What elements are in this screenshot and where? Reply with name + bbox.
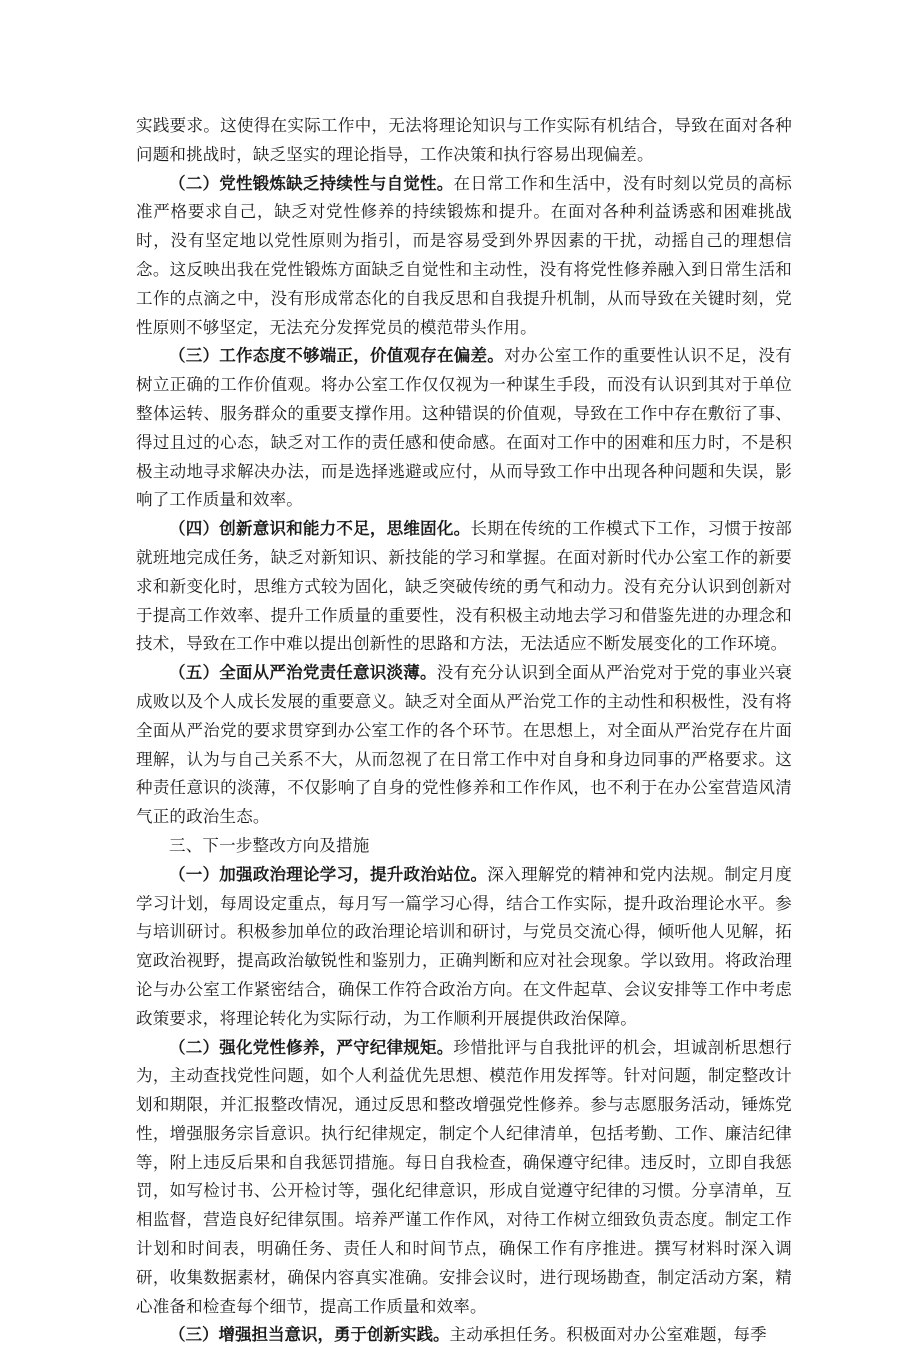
- problem-paragraph-3: [136, 342, 792, 515]
- measure-paragraph-2: [136, 1034, 792, 1322]
- measure-paragraph-3: [136, 1321, 792, 1350]
- measure-body-3: 主动承担任务。积极面对办公室难题，每季: [449, 1325, 767, 1345]
- measure-paragraph-1: [136, 861, 792, 1034]
- section-heading: 三、下一步整改方向及措施: [169, 835, 370, 855]
- problem-body-5: 没有充分认识到全面从严治党对于党的事业兴衰成败以及个人成长发展的重要意义。缺乏对全面从严治党工作的主动性和积极性，没有将全面从严治党的要求贯穿到办公室工作的各个环节。在思想上，对全面从严治党存在片面理解，认为与自己关系不大，从而忽视了在日常工作中对自身和身边同事的严格要求。这种责任意识的淡薄，不仅影响了自身的党性修养和工作作风，也不利于在办公室营造风清气正的政治生态。: [136, 663, 792, 827]
- problem-body-2: 在日常工作和生活中，没有时刻以党员的高标准严格要求自己，缺乏对党性修养的持续锻炼和提升。在面对各种利益诱惑和困难挑战时，没有坚定地以党性原则为指引，而是容易受到外界因素的干扰，动摇自己的理想信念。这反映出我在党性锻炼方面缺乏自觉性和主动性，没有将党性修养融入到日常生活和工作的点滴之中，没有形成常态化的自我反思和自我提升机制，从而导致在关键时刻，党性原则不够坚定，无法充分发挥党员的模范带头作用。: [136, 173, 793, 337]
- measure-body-2: 珍惜批评与自我批评的机会，坦诚剖析思想行为，主动查找党性问题，如个人利益优先思想、模范作用发挥等。针对问题，制定整改计划和期限，并汇报整改情况，通过反思和整改增强党性修养。参与志愿服务活动，锤炼党性，增强服务宗旨意识。执行纪律规定，制定个人纪律清单，包括考勤、工作、廉洁纪律等，附上违反后果和自我惩罚措施。每日自我检查，确保遵守纪律。违反时，立即自我惩罚，如写检讨书、公开检讨等，强化纪律意识，形成自觉遵守纪律的习惯。分享清单，互相监督，营造良好纪律氛围。培养严谨工作作风，对待工作树立细致负责态度。制定工作计划和时间表，明确任务、责任人和时间节点，确保工作有序推进。撰写材料时深入调研，收集数据素材，确保内容真实准确。安排会议时，进行现场勘查，制定活动方案，精心准备和检查每个细节，提高工作质量和效率。: [136, 1037, 793, 1316]
- problem-title-5: （五）全面从严治党责任意识淡薄。: [169, 663, 437, 683]
- problem-body-3: 对办公室工作的重要性认识不足，没有树立正确的工作价值观。将办公室工作仅仅视为一种谋生手段，而没有认识到其对于单位整体运转、服务群众的重要支撑作用。这种错误的价值观，导致在工作中存在敷衍了事、得过且过的心态，缺乏对工作的责任感和使命感。在面对工作中的困难和压力时，不是积极主动地寻求解决办法，而是选择逃避或应付，从而导致工作中出现各种问题和失误，影响了工作质量和效率。: [136, 346, 793, 510]
- problem-title-3: （三）工作态度不够端正，价值观存在偏差。: [169, 346, 505, 366]
- problem-paragraph-5: [136, 659, 792, 832]
- problem-title-2: （二）党性锻炼缺乏持续性与自觉性。: [169, 173, 454, 193]
- measure-title-3: （三）增强担当意识，勇于创新实践。: [169, 1325, 450, 1345]
- opening-paragraph-text: 实践要求。这使得在实际工作中，无法将理论知识与工作实际有机结合，导致在面对各种问题和挑战时，缺乏坚实的理论指导，工作决策和执行容易出现偏差。: [136, 116, 792, 164]
- measure-body-1: 深入理解党的精神和党内法规。制定月度学习计划，每周设定重点，每月写一篇学习心得，结合工作实际，提升政治理论水平。参与培训研讨。积极参加单位的政治理论培训和研讨，与党员交流心得，倾听他人见解，拓宽政治视野，提高政治敏锐性和鉴别力，正确判断和应对社会现象。学以致用。将政治理论与办公室工作紧密结合，确保工作符合政治方向。在文件起草、会议安排等工作中考虑政策要求，将理论转化为实际行动，为工作顺利开展提供政治保障。: [136, 864, 793, 1028]
- problem-title-4: （四）创新意识和能力不足，思维固化。: [169, 519, 471, 539]
- problem-paragraph-2: [136, 170, 792, 343]
- measure-title-2: （二）强化党性修养，严守纪律规矩。: [169, 1037, 454, 1057]
- measure-title-1: （一）加强政治理论学习，提升政治站位。: [169, 864, 488, 884]
- problem-body-4: 长期在传统的工作模式下工作，习惯于按部就班地完成任务，缺乏对新知识、新技能的学习和掌握。在面对新时代办公室工作的新要求和新变化时，思维方式较为固化，缺乏突破传统的勇气和动力。没有充分认识到创新对于提高工作效率、提升工作质量的重要性，没有积极主动地去学习和借鉴先进的办理念和技术，导致在工作中难以提出创新性的思路和方法，无法适应不断发展变化的工作环境。: [136, 519, 792, 654]
- opening-paragraph: [136, 112, 792, 170]
- document-page: [136, 112, 792, 1350]
- problem-paragraph-4: [136, 515, 792, 659]
